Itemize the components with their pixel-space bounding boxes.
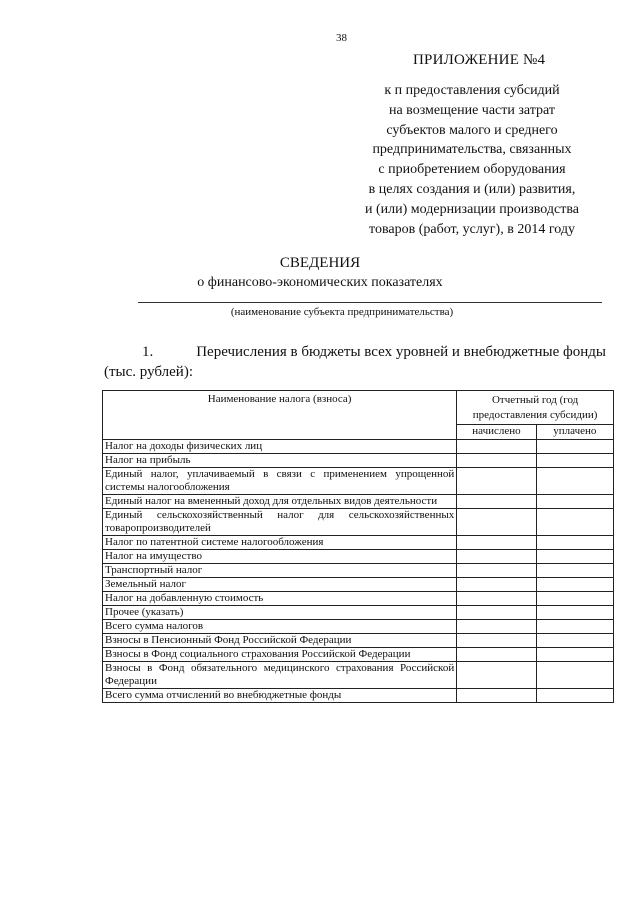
page-number: 38	[336, 32, 347, 44]
tax-name-cell: Налог на прибыль	[103, 454, 457, 468]
accrued-cell[interactable]	[457, 606, 536, 620]
paid-cell[interactable]	[536, 606, 613, 620]
appendix-caption-line: к п предоставления субсидий	[384, 83, 560, 98]
table-row	[103, 606, 614, 620]
table-row	[103, 440, 614, 454]
table-row	[103, 564, 614, 578]
paid-cell[interactable]	[536, 509, 613, 536]
table-row	[103, 509, 614, 536]
tax-name-cell: Земельный налог	[103, 578, 457, 592]
accrued-cell[interactable]	[457, 536, 536, 550]
accrued-cell[interactable]	[457, 648, 536, 662]
paid-cell[interactable]	[536, 662, 613, 689]
column-header-accrued: начислено	[457, 425, 536, 440]
appendix-caption-line: на возмещение части затрат	[388, 102, 556, 118]
tax-name-cell: Налог на имущество	[103, 550, 457, 564]
document-heading: СВЕДЕНИЯ	[279, 255, 361, 271]
tax-name-cell: Транспортный налог	[103, 564, 457, 578]
table-row	[103, 689, 614, 703]
paid-cell[interactable]	[536, 536, 613, 550]
tax-name-cell: Взносы в Фонд обязательного медицинского страхования Российской Федерации	[103, 662, 457, 689]
table-row	[103, 468, 614, 495]
accrued-cell[interactable]	[457, 620, 536, 634]
paid-cell[interactable]	[536, 578, 613, 592]
appendix-caption-line: и (или) модернизации производства	[364, 201, 579, 217]
table-row	[103, 634, 614, 648]
appendix-caption-line: предпринимательства, связанных	[372, 142, 572, 158]
accrued-cell[interactable]	[457, 468, 536, 495]
tax-name-cell: Единый налог, уплачиваемый в связи с применением упрощенной системы налогообложения	[103, 468, 457, 495]
appendix-caption	[330, 81, 614, 239]
accrued-cell[interactable]	[457, 454, 536, 468]
tax-name-cell: Всего сумма налогов	[103, 620, 457, 634]
paid-cell[interactable]	[536, 648, 613, 662]
paid-cell[interactable]	[536, 495, 613, 509]
appendix-caption-line: с приобретением оборудования	[378, 162, 566, 178]
column-header-reporting-year: Отчетный год (год предоставления субсидии)	[457, 391, 614, 425]
tax-table	[102, 390, 614, 703]
document-subheading: о финансово-экономических показателях	[197, 275, 443, 290]
accrued-cell[interactable]	[457, 495, 536, 509]
entity-name-caption: (наименование субъекта предпринимательства)	[230, 306, 454, 318]
section-title: Перечисления в бюджеты всех уровней и внебюджетные фонды	[196, 344, 606, 360]
entity-name-field[interactable]	[138, 302, 602, 303]
tax-name-cell: Взносы в Фонд социального страхования Российской Федерации	[103, 648, 457, 662]
accrued-cell[interactable]	[457, 440, 536, 454]
table-row	[103, 662, 614, 689]
section-number: 1.	[142, 344, 154, 360]
table-row	[103, 620, 614, 634]
section-title-unit: (тыс. рублей):	[104, 364, 193, 380]
accrued-cell[interactable]	[457, 564, 536, 578]
paid-cell[interactable]	[536, 564, 613, 578]
paid-cell[interactable]	[536, 592, 613, 606]
paid-cell[interactable]	[536, 454, 613, 468]
table-row	[103, 578, 614, 592]
column-header-tax-name: Наименование налога (взноса)	[103, 391, 457, 440]
paid-cell[interactable]	[536, 468, 613, 495]
table-row	[103, 454, 614, 468]
accrued-cell[interactable]	[457, 578, 536, 592]
section-heading	[104, 342, 606, 382]
appendix-caption-line: субъектов малого и среднего	[386, 122, 558, 138]
appendix-caption-line: товаров (работ, услуг), в 2014 году	[369, 221, 575, 237]
table-row	[103, 495, 614, 509]
table-row	[103, 550, 614, 564]
appendix-caption-line: в целях создания и (или) развития,	[368, 181, 576, 197]
tax-name-cell: Единый налог на вмененный доход для отдельных видов деятельности	[103, 495, 457, 509]
tax-table-body	[103, 440, 614, 703]
accrued-cell[interactable]	[457, 689, 536, 703]
paid-cell[interactable]	[536, 440, 613, 454]
accrued-cell[interactable]	[457, 634, 536, 648]
tax-name-cell: Взносы в Пенсионный Фонд Российской Федерации	[103, 634, 457, 648]
paid-cell[interactable]	[536, 634, 613, 648]
table-row	[103, 592, 614, 606]
paid-cell[interactable]	[536, 550, 613, 564]
tax-name-cell: Налог по патентной системе налогообложения	[103, 536, 457, 550]
accrued-cell[interactable]	[457, 509, 536, 536]
appendix-title: ПРИЛОЖЕНИЕ №4	[413, 52, 546, 68]
accrued-cell[interactable]	[457, 592, 536, 606]
table-row	[103, 536, 614, 550]
tax-name-cell: Прочее (указать)	[103, 606, 457, 620]
tax-name-cell: Налог на доходы физических лиц	[103, 440, 457, 454]
tax-name-cell: Всего сумма отчислений во внебюджетные фонды	[103, 689, 457, 703]
table-row	[103, 648, 614, 662]
column-header-paid: уплачено	[536, 425, 613, 440]
tax-name-cell: Налог на добавленную стоимость	[103, 592, 457, 606]
accrued-cell[interactable]	[457, 662, 536, 689]
paid-cell[interactable]	[536, 689, 613, 703]
accrued-cell[interactable]	[457, 550, 536, 564]
paid-cell[interactable]	[536, 620, 613, 634]
tax-name-cell: Единый сельскохозяйственный налог для сельскохозяйственных товаропроизводителей	[103, 509, 457, 536]
